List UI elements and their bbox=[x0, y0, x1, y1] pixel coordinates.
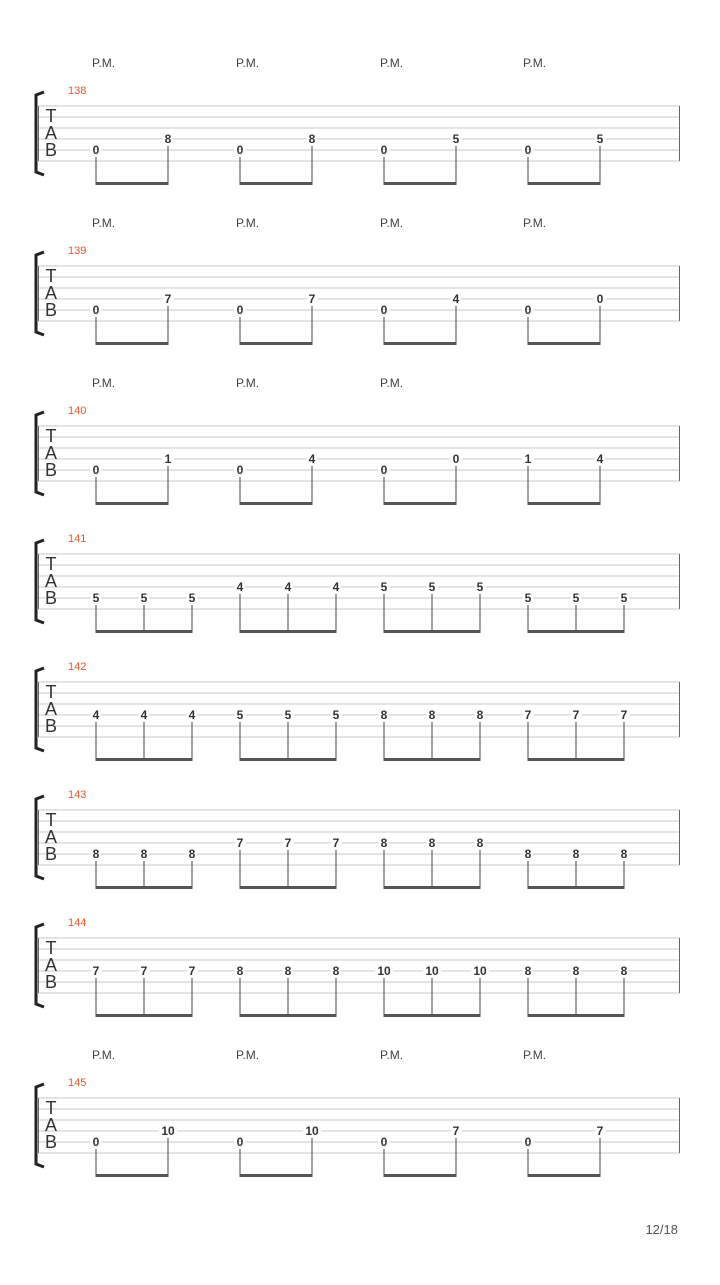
fret-number: 7 bbox=[524, 708, 532, 722]
fret-number: 10 bbox=[473, 964, 487, 978]
tab-clef-letter: T bbox=[45, 682, 57, 702]
fret-number: 5 bbox=[236, 708, 244, 722]
fret-number: 5 bbox=[332, 708, 340, 722]
palm-mute-mark: P.M. bbox=[380, 1048, 404, 1062]
beam bbox=[528, 630, 625, 633]
tab-clef-letter: B bbox=[44, 588, 58, 608]
fret-number: 0 bbox=[524, 1135, 532, 1149]
fret-number: 1 bbox=[164, 452, 172, 466]
fret-number: 5 bbox=[476, 580, 484, 594]
fret-number: 8 bbox=[236, 964, 244, 978]
fret-number: 5 bbox=[188, 591, 196, 605]
fret-number: 7 bbox=[92, 964, 100, 978]
fret-number: 5 bbox=[452, 132, 460, 146]
tab-clef-letter: T bbox=[45, 1098, 57, 1118]
beam bbox=[528, 886, 625, 889]
fret-number: 0 bbox=[524, 143, 532, 157]
fret-number: 0 bbox=[92, 143, 100, 157]
fret-number: 7 bbox=[572, 708, 580, 722]
tab-clef-letter: A bbox=[44, 827, 58, 847]
palm-mute-mark: P.M. bbox=[236, 376, 260, 390]
beam bbox=[96, 1014, 193, 1017]
page-number: 12/18 bbox=[645, 1222, 678, 1237]
beam bbox=[384, 886, 481, 889]
tab-clef-letter: A bbox=[44, 283, 58, 303]
beam bbox=[240, 1014, 337, 1017]
tab-clef-letter: T bbox=[45, 266, 57, 286]
fret-number: 7 bbox=[308, 292, 316, 306]
beam bbox=[528, 342, 601, 345]
fret-number: 4 bbox=[452, 292, 460, 306]
system-bracket bbox=[36, 1084, 44, 1167]
beam bbox=[96, 502, 169, 505]
fret-number: 10 bbox=[305, 1124, 319, 1138]
fret-number: 8 bbox=[620, 847, 628, 861]
fret-number: 4 bbox=[284, 580, 292, 594]
fret-number: 5 bbox=[596, 132, 604, 146]
system-bracket bbox=[36, 540, 44, 623]
fret-number: 5 bbox=[524, 591, 532, 605]
fret-number: 0 bbox=[236, 1135, 244, 1149]
fret-number: 5 bbox=[92, 591, 100, 605]
fret-number: 0 bbox=[380, 303, 388, 317]
fret-number: 8 bbox=[476, 708, 484, 722]
fret-number: 8 bbox=[572, 964, 580, 978]
tab-clef-letter: B bbox=[44, 716, 58, 736]
fret-number: 1 bbox=[524, 452, 532, 466]
tab-clef-letter: A bbox=[44, 443, 58, 463]
palm-mute-mark: P.M. bbox=[92, 216, 116, 230]
fret-number: 7 bbox=[188, 964, 196, 978]
measure-number: 141 bbox=[68, 533, 87, 545]
measure-number: 145 bbox=[68, 1077, 87, 1089]
fret-number: 5 bbox=[284, 708, 292, 722]
fret-number: 0 bbox=[524, 303, 532, 317]
fret-number: 7 bbox=[236, 836, 244, 850]
palm-mute-mark: P.M. bbox=[523, 56, 547, 70]
fret-number: 7 bbox=[620, 708, 628, 722]
tab-system bbox=[36, 917, 680, 1017]
fret-number: 7 bbox=[452, 1124, 460, 1138]
palm-mute-mark: P.M. bbox=[236, 56, 260, 70]
palm-mute-mark: P.M. bbox=[523, 1048, 547, 1062]
fret-number: 8 bbox=[572, 847, 580, 861]
fret-number: 4 bbox=[92, 708, 100, 722]
beam bbox=[240, 886, 337, 889]
palm-mute-mark: P.M. bbox=[380, 376, 404, 390]
fret-number: 8 bbox=[524, 964, 532, 978]
tab-clef-letter: B bbox=[44, 844, 58, 864]
palm-mute-mark: P.M. bbox=[236, 1048, 260, 1062]
fret-number: 5 bbox=[140, 591, 148, 605]
system-bracket bbox=[36, 412, 44, 495]
tab-clef-letter: T bbox=[45, 938, 57, 958]
tab-clef-letter: B bbox=[44, 1132, 58, 1152]
palm-mute-mark: P.M. bbox=[523, 216, 547, 230]
palm-mute-mark: P.M. bbox=[92, 376, 116, 390]
measure-number: 140 bbox=[68, 405, 87, 417]
palm-mute-mark: P.M. bbox=[92, 1048, 116, 1062]
tab-clef-letter: T bbox=[45, 106, 57, 126]
beam bbox=[96, 342, 169, 345]
beam bbox=[96, 1174, 169, 1177]
beam bbox=[384, 182, 457, 185]
beam bbox=[240, 1174, 313, 1177]
fret-number: 0 bbox=[236, 303, 244, 317]
tab-clef-letter: T bbox=[45, 554, 57, 574]
palm-mute-mark: P.M. bbox=[380, 56, 404, 70]
fret-number: 4 bbox=[140, 708, 148, 722]
fret-number: 8 bbox=[140, 847, 148, 861]
fret-number: 8 bbox=[92, 847, 100, 861]
beam bbox=[384, 630, 481, 633]
beam bbox=[528, 758, 625, 761]
beam bbox=[96, 758, 193, 761]
fret-number: 0 bbox=[380, 143, 388, 157]
beam bbox=[240, 502, 313, 505]
fret-number: 7 bbox=[164, 292, 172, 306]
beam bbox=[384, 502, 457, 505]
tab-system bbox=[36, 789, 680, 889]
beam bbox=[240, 758, 337, 761]
fret-number: 0 bbox=[596, 292, 604, 306]
fret-number: 0 bbox=[236, 463, 244, 477]
beam bbox=[384, 1014, 481, 1017]
measure-number: 139 bbox=[68, 245, 87, 257]
beam bbox=[240, 342, 313, 345]
palm-mute-mark: P.M. bbox=[380, 216, 404, 230]
fret-number: 8 bbox=[380, 836, 388, 850]
fret-number: 8 bbox=[308, 132, 316, 146]
tab-system bbox=[36, 661, 680, 761]
fret-number: 8 bbox=[524, 847, 532, 861]
fret-number: 8 bbox=[332, 964, 340, 978]
system-bracket bbox=[36, 668, 44, 751]
beam bbox=[96, 886, 193, 889]
fret-number: 0 bbox=[236, 143, 244, 157]
beam bbox=[240, 630, 337, 633]
measure-number: 144 bbox=[68, 917, 87, 929]
measure-number: 142 bbox=[68, 661, 87, 673]
fret-number: 8 bbox=[380, 708, 388, 722]
fret-number: 7 bbox=[284, 836, 292, 850]
beam bbox=[240, 182, 313, 185]
fret-number: 4 bbox=[236, 580, 244, 594]
fret-number: 5 bbox=[572, 591, 580, 605]
fret-number: 0 bbox=[452, 452, 460, 466]
system-bracket bbox=[36, 252, 44, 335]
beam bbox=[384, 758, 481, 761]
fret-number: 7 bbox=[332, 836, 340, 850]
tab-clef-letter: A bbox=[44, 571, 58, 591]
fret-number: 10 bbox=[377, 964, 391, 978]
fret-number: 0 bbox=[380, 1135, 388, 1149]
beam bbox=[528, 502, 601, 505]
tab-clef-letter: A bbox=[44, 699, 58, 719]
tab-clef-letter: B bbox=[44, 972, 58, 992]
fret-number: 4 bbox=[308, 452, 316, 466]
tab-clef-letter: A bbox=[44, 123, 58, 143]
fret-number: 8 bbox=[476, 836, 484, 850]
fret-number: 5 bbox=[428, 580, 436, 594]
fret-number: 8 bbox=[428, 708, 436, 722]
system-bracket bbox=[36, 796, 44, 879]
tab-clef-letter: T bbox=[45, 810, 57, 830]
palm-mute-mark: P.M. bbox=[236, 216, 260, 230]
fret-number: 10 bbox=[425, 964, 439, 978]
beam bbox=[96, 630, 193, 633]
system-bracket bbox=[36, 924, 44, 1007]
tab-clef-letter: A bbox=[44, 955, 58, 975]
fret-number: 8 bbox=[620, 964, 628, 978]
beam bbox=[528, 182, 601, 185]
tab-clef-letter: B bbox=[44, 140, 58, 160]
beam bbox=[96, 182, 169, 185]
palm-mute-mark: P.M. bbox=[92, 56, 116, 70]
fret-number: 0 bbox=[380, 463, 388, 477]
tab-clef-letter: A bbox=[44, 1115, 58, 1135]
tab-system bbox=[36, 376, 680, 505]
fret-number: 4 bbox=[596, 452, 604, 466]
fret-number: 8 bbox=[164, 132, 172, 146]
fret-number: 5 bbox=[380, 580, 388, 594]
beam bbox=[528, 1174, 601, 1177]
tab-system bbox=[36, 216, 680, 345]
beam bbox=[384, 342, 457, 345]
system-bracket bbox=[36, 92, 44, 175]
fret-number: 8 bbox=[284, 964, 292, 978]
tab-system bbox=[36, 56, 680, 185]
tab-system bbox=[36, 533, 680, 633]
beam bbox=[384, 1174, 457, 1177]
fret-number: 0 bbox=[92, 1135, 100, 1149]
tab-clef-letter: B bbox=[44, 460, 58, 480]
fret-number: 8 bbox=[188, 847, 196, 861]
fret-number: 7 bbox=[596, 1124, 604, 1138]
fret-number: 7 bbox=[140, 964, 148, 978]
fret-number: 4 bbox=[332, 580, 340, 594]
fret-number: 0 bbox=[92, 303, 100, 317]
measure-number: 138 bbox=[68, 85, 87, 97]
fret-number: 5 bbox=[620, 591, 628, 605]
tab-system bbox=[36, 1048, 680, 1177]
fret-number: 8 bbox=[428, 836, 436, 850]
measure-number: 143 bbox=[68, 789, 87, 801]
beam bbox=[528, 1014, 625, 1017]
fret-number: 10 bbox=[161, 1124, 175, 1138]
tab-clef-letter: T bbox=[45, 426, 57, 446]
fret-number: 4 bbox=[188, 708, 196, 722]
fret-number: 0 bbox=[92, 463, 100, 477]
tab-clef-letter: B bbox=[44, 300, 58, 320]
